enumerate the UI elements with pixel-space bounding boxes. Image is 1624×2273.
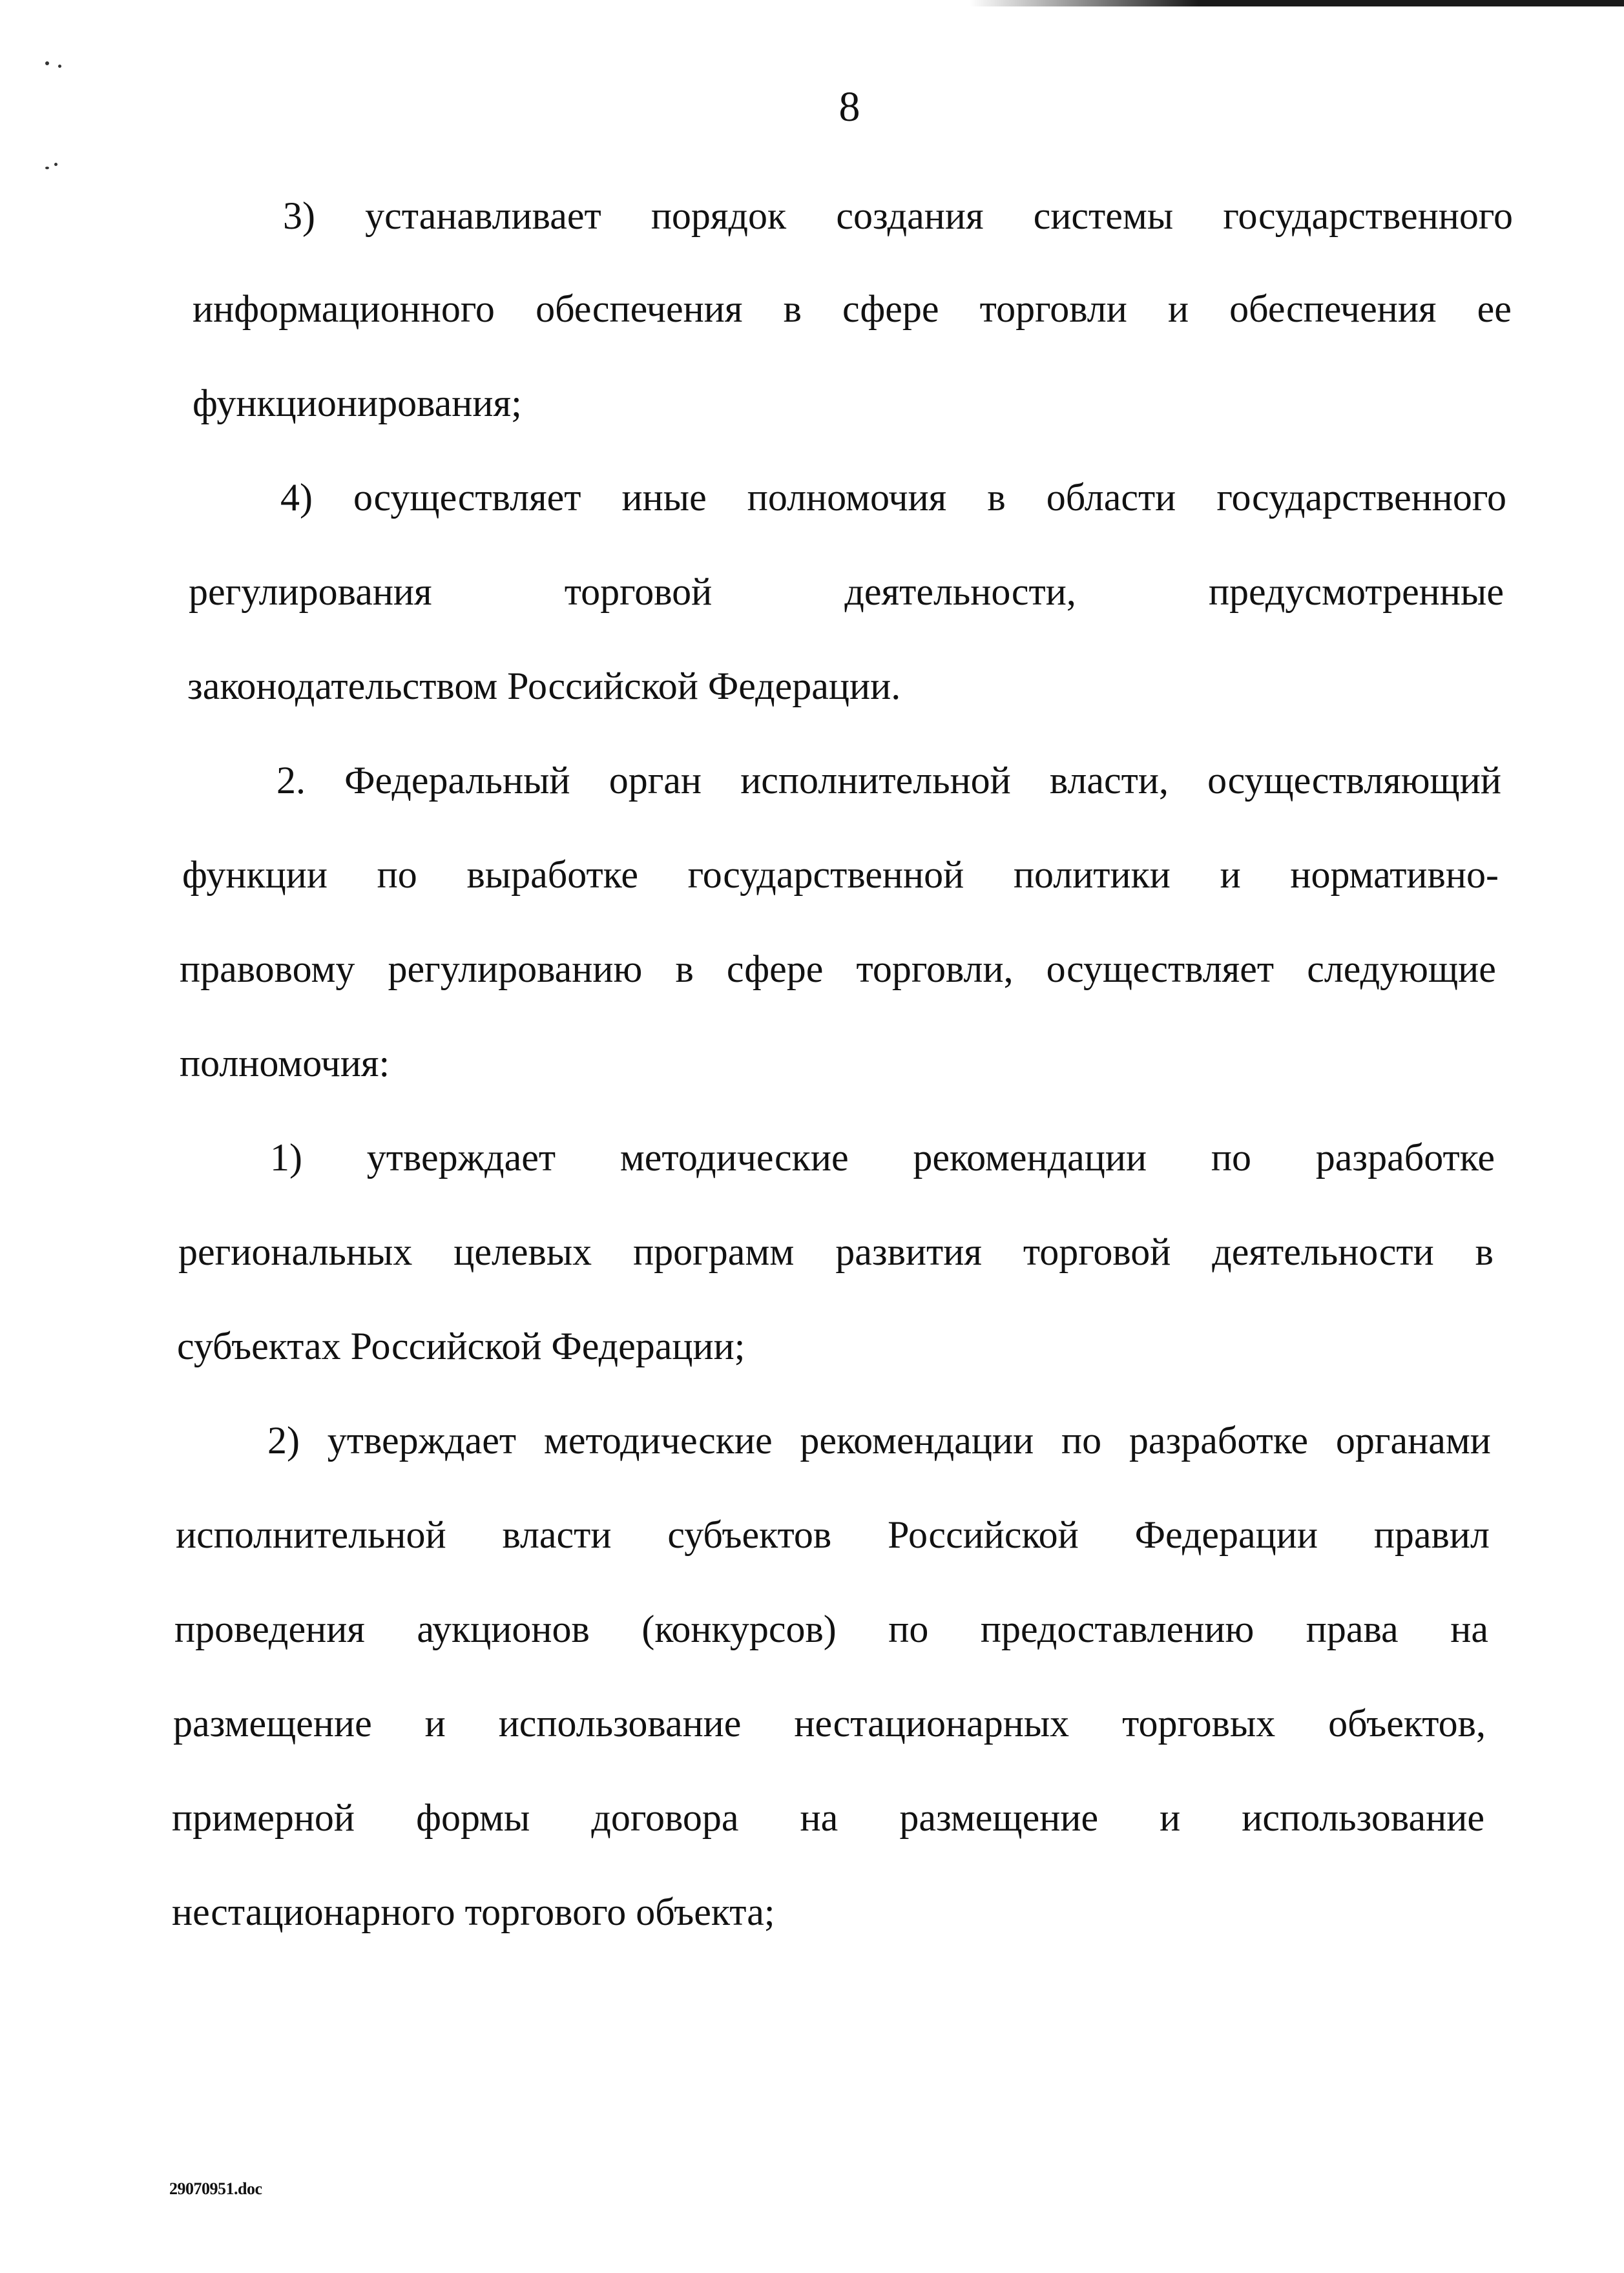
word: аукционов <box>417 1608 590 1650</box>
paragraph-line <box>172 1792 1484 1843</box>
word: разработке <box>1129 1419 1309 1462</box>
paragraph-line <box>276 754 1501 806</box>
word: по <box>377 853 417 896</box>
paragraph-line <box>180 943 1496 995</box>
word: устанавливает <box>365 194 601 237</box>
word: и <box>1160 1796 1181 1839</box>
word: и <box>1220 853 1241 896</box>
paragraph-line: полномочия: <box>180 1042 390 1085</box>
word: в <box>675 948 694 990</box>
word: функции <box>182 853 328 896</box>
word: (конкурсов) <box>641 1608 837 1650</box>
paragraph-line <box>176 1509 1490 1561</box>
word: осуществляет <box>353 476 581 519</box>
word: обеспечения <box>536 287 743 330</box>
word: 3) <box>283 194 315 237</box>
word: иные <box>621 476 707 519</box>
paragraph-line: нестационарного торгового объекта; <box>172 1891 775 1933</box>
page-number: 8 <box>838 83 860 130</box>
paragraph-line <box>193 283 1512 335</box>
word: информационного <box>193 287 495 330</box>
scan-speck <box>45 167 49 169</box>
scan-speck <box>58 65 61 68</box>
word: утверждает <box>327 1419 517 1462</box>
word: деятельности, <box>844 570 1076 613</box>
word: субъектов <box>667 1513 832 1556</box>
word: деятельности <box>1212 1230 1434 1273</box>
word: договора <box>591 1796 739 1839</box>
word: сфере <box>842 287 939 330</box>
word: выработке <box>466 853 638 896</box>
word: и <box>1167 287 1189 330</box>
word: государственного <box>1223 194 1513 237</box>
footer-document-name: 29070951.doc <box>169 2179 262 2198</box>
word: порядок <box>651 194 787 237</box>
word: формы <box>416 1796 530 1839</box>
paragraph-line <box>280 472 1506 523</box>
word: торговли <box>979 287 1127 330</box>
paragraph-line: функционирования; <box>193 382 522 424</box>
word: исполнительной <box>740 759 1011 802</box>
word: обеспечения <box>1229 287 1437 330</box>
word: нестационарных <box>794 1702 1070 1745</box>
word: использование <box>1242 1796 1484 1839</box>
word: системы <box>1033 194 1174 237</box>
paragraph-line <box>173 1697 1486 1749</box>
word: власти, <box>1049 759 1169 802</box>
word: по <box>1061 1419 1102 1462</box>
word: торговли, <box>856 948 1014 990</box>
word: права <box>1306 1608 1399 1650</box>
scan-edge-mark <box>969 0 1624 6</box>
word: целевых <box>453 1230 592 1273</box>
word: правовому <box>180 948 355 990</box>
word: развития <box>835 1230 982 1273</box>
paragraph-line <box>283 190 1513 242</box>
word: размещение <box>899 1796 1099 1839</box>
word: методические <box>543 1419 773 1462</box>
word: и <box>424 1702 446 1745</box>
word: государственной <box>687 853 964 896</box>
paragraph-line <box>189 566 1504 618</box>
paragraph-line: законодательством Российской Федерации. <box>187 665 901 707</box>
word: по <box>1211 1136 1252 1179</box>
word: 1) <box>270 1136 302 1179</box>
word: утверждает <box>366 1136 556 1179</box>
word: рекомендации <box>913 1136 1147 1179</box>
word: осуществляет <box>1046 948 1275 990</box>
word: правил <box>1373 1513 1490 1556</box>
word: 4) <box>280 476 313 519</box>
word: полномочия <box>747 476 947 519</box>
word: на <box>800 1796 838 1839</box>
word: Федеральный <box>344 759 570 802</box>
word: региональных <box>178 1230 413 1273</box>
word: разработке <box>1315 1136 1495 1179</box>
word: использование <box>498 1702 742 1745</box>
word: исполнительной <box>176 1513 446 1556</box>
word: торговой <box>1023 1230 1171 1273</box>
word: программ <box>633 1230 795 1273</box>
word: создания <box>836 194 984 237</box>
word: объектов, <box>1328 1702 1486 1745</box>
scan-speck <box>45 61 49 65</box>
word: примерной <box>172 1796 355 1839</box>
word: ее <box>1477 287 1512 330</box>
word: по <box>888 1608 929 1650</box>
word: следующие <box>1307 948 1496 990</box>
paragraph-line <box>178 1226 1494 1278</box>
word: органами <box>1335 1419 1491 1462</box>
word: проведения <box>174 1608 365 1650</box>
scan-speck <box>54 163 57 166</box>
word: осуществляющий <box>1207 759 1501 802</box>
word: Российской <box>888 1513 1079 1556</box>
word: власти <box>502 1513 612 1556</box>
word: в <box>987 476 1006 519</box>
word: 2. <box>276 759 306 802</box>
word: регулированию <box>388 948 643 990</box>
paragraph-line <box>270 1132 1495 1183</box>
word: в <box>1475 1230 1494 1273</box>
word: рекомендации <box>800 1419 1034 1462</box>
word: нормативно- <box>1290 853 1499 896</box>
word: торговой <box>564 570 713 613</box>
word: методические <box>619 1136 849 1179</box>
word: предусмотренные <box>1208 570 1504 613</box>
word: торговых <box>1122 1702 1276 1745</box>
word: 2) <box>267 1419 300 1462</box>
word: размещение <box>173 1702 372 1745</box>
word: сфере <box>726 948 824 990</box>
word: на <box>1450 1608 1488 1650</box>
word: государственного <box>1216 476 1506 519</box>
paragraph-line <box>174 1603 1488 1655</box>
paragraph-line <box>267 1415 1491 1466</box>
word: регулирования <box>189 570 432 613</box>
word: орган <box>609 759 702 802</box>
word: в <box>783 287 802 330</box>
paragraph-line: субъектах Российской Федерации; <box>177 1325 745 1367</box>
word: предоставлению <box>980 1608 1254 1650</box>
word: Федерации <box>1134 1513 1318 1556</box>
word: области <box>1046 476 1176 519</box>
word: политики <box>1013 853 1171 896</box>
paragraph-line <box>182 849 1499 900</box>
